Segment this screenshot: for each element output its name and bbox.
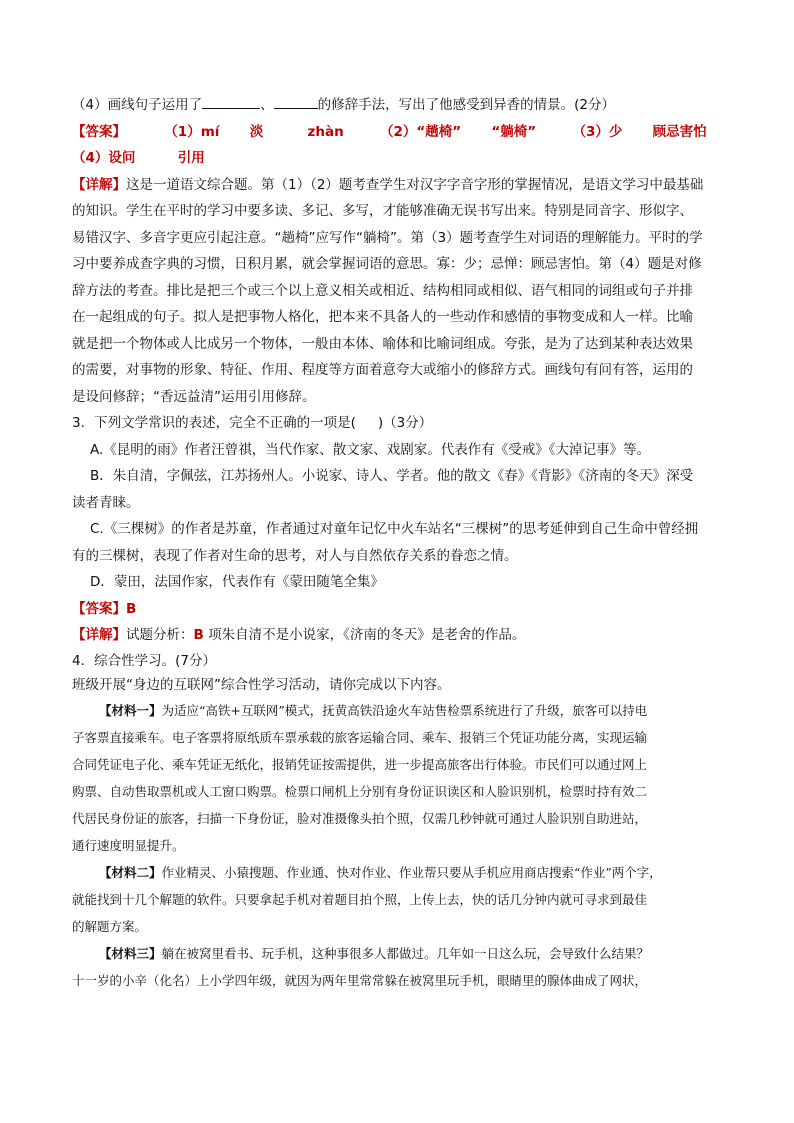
question-stem: 3．下列文学常识的表述，完全不正确的一项是( <box>72 415 356 431</box>
material-line: 十一岁的小辛（化名）上小学四年级，就因为两年里常常躲在被窝里玩手机，眼睛里的腺体曲成了网状， <box>72 972 648 988</box>
material-line: 合同凭证电子化、乘车凭证无纸化，报销凭证按需提供，进一步提高旅客出行体验。市民们可以通过网上 <box>72 756 648 772</box>
separator: 、 <box>260 97 274 113</box>
answer-label: 【答案】 <box>72 123 126 140</box>
material-line: 子客票直接乘车。电子客票将原纸质车票承载的旅客运输合同、乘车、报销三个凭证功能分离，实现运输 <box>72 729 648 745</box>
material-line: 就能找到十几个解题的软件。只要拿起手机对着题目拍个照，上传上去，快的话几分钟内就可寻求到最佳 <box>72 891 648 907</box>
answer-block-1 <box>72 119 726 146</box>
question-stem-tail: )（3分） <box>377 415 433 431</box>
answer-item: 引用 <box>177 150 205 166</box>
answer-item: 淡 <box>249 123 264 140</box>
material-line: 为适应“高铁+互联网”模式，抚黄高铁沿途火车站售检票系统进行了升级，旅客可以持电 <box>161 702 648 718</box>
answer-item: （1）mí <box>164 123 220 140</box>
material-label: 【材料三】 <box>99 945 162 961</box>
detail-line: 易错汉字、多音字更应引起注意。“趟椅”应写作“躺椅”。第（3）题考查学生对词语的理解能力。平时的学 <box>72 229 703 246</box>
document-page <box>72 92 726 994</box>
option-b-cont: 读者青睐。 <box>72 494 140 511</box>
detail-line: 的知识。学生在平时的学习中要多读、多记、多写，才能够准确无误书写出来。特别是同音字、形似字、 <box>72 203 693 219</box>
detail-line: 辞方法的考查。排比是把三个或三个以上意义相关或相近、结构相同或相似、语气相同的词组或句子并排 <box>72 282 693 299</box>
detail-label: 【详解】 <box>72 176 126 193</box>
material-line: 作业精灵、小猿搜题、作业通、快对作业、作业帮只要从手机应用商店搜索“作业”两个字， <box>161 864 662 880</box>
question-2-part-4 <box>72 92 726 119</box>
option-a: A.《昆明的雨》作者汪曾祺，当代作家、散文家、戏剧家。代表作有《受戒》《大淖记事》等。 <box>90 441 651 458</box>
material-line: 购票、自动售取票机或人工窗口购票。检票口闸机上分别有身份证识读区和人脸识别机，检票时持有效二 <box>72 783 648 799</box>
question-4-intro: 班级开展“身边的互联网”综合性学习活动，请你完成以下内容。 <box>72 676 451 693</box>
material-line: 的解题方案。 <box>72 918 148 934</box>
material-line: 通行速度明显提升。 <box>72 837 185 853</box>
detail-block-2 <box>72 622 726 649</box>
answer-block-2 <box>72 596 726 623</box>
detail-text: 试题分析： <box>126 627 194 643</box>
question-tail: 的修辞手法，写出了他感受到异香的情景。(2分） <box>317 97 615 113</box>
detail-line: 是设问修辞；“香远益清”运用引用修辞。 <box>72 388 316 405</box>
answer-blank-1 <box>202 94 260 109</box>
detail-line: 这是一道语文综合题。第（1）（2）题考查学生对汉字字音字形的掌握情况，是语文学习中最基础 <box>126 176 704 193</box>
detail-block-1 <box>72 172 726 411</box>
answer-item: zhàn <box>307 123 344 140</box>
material-line: 代居民身份证的旅客，扫描一下身份证，脸对准摄像头拍个照，仅需几秒钟就可通过人脸识别自助进站， <box>72 810 648 826</box>
detail-line: 习中要养成查字典的习惯，日积月累，就会掌握词语的意思。寡：少；忌惮：顾忌害怕。第（4）题是对修 <box>72 256 702 272</box>
question-text: （4）画线句子运用了 <box>72 97 203 113</box>
material-line: 躺在被窝里看书、玩手机，这种事很多人都做过。几年如一日这么玩，会导致什么结果？ <box>161 945 650 961</box>
detail-line: 的需要，对事物的形象、特征、作用、程度等方面着意夸大或缩小的修辞方式。画线句有问有答，运用的 <box>72 362 693 378</box>
material-label: 【材料二】 <box>99 864 162 880</box>
option-b: B．朱自清，字佩弦，江苏扬州人。小说家、诗人、学者。他的散文《春》《背影》《济南的冬天》深受 <box>90 468 694 484</box>
detail-line: 在一起组成的句子。拟人是把事物人格化，把本来不具备人的一些动作和感情的事物变成和人一样。比喻 <box>72 309 693 325</box>
detail-line: 就是把一个物体或人比成另一个物体，一般由本体、喻体和比喻词组成。夸张，是为了达到某种表达效果 <box>72 335 693 352</box>
material-label: 【材料一】 <box>99 702 162 718</box>
material-2 <box>72 859 726 940</box>
detail-highlight: B <box>193 627 204 643</box>
answer-item: 顾忌害怕 <box>652 123 707 140</box>
option-c: C.《三棵树》的作者是苏童，作者通过对童年记忆中火车站名“三棵树”的思考延伸到自己生命中曾经拥 <box>90 521 699 537</box>
answer-item: （3）少 <box>572 123 623 140</box>
question-4: 4．综合性学习。(7分） <box>72 652 216 669</box>
option-c-cont: 有的三棵树，表现了作者对生命的思考，对人与自然依存关系的眷恋之情。 <box>72 547 518 564</box>
answer-blank-2 <box>274 94 318 109</box>
materials <box>72 697 726 994</box>
answer-value: B <box>126 600 137 617</box>
answer-item: “躺椅” <box>491 123 537 140</box>
detail-label: 【详解】 <box>72 627 126 643</box>
answer-item: （4）设问 <box>72 150 136 166</box>
detail-text-tail: 项朱自清不是小说家，《济南的冬天》是老舍的作品。 <box>203 627 526 643</box>
answer-block-1-cont <box>72 145 726 172</box>
answer-item: （2）“趟椅” <box>379 123 462 140</box>
answer-label: 【答案】 <box>72 600 126 617</box>
material-1 <box>72 697 726 859</box>
question-3 <box>72 410 726 437</box>
option-d: D．蒙田，法国作家，代表作有《蒙田随笔全集》 <box>90 574 384 590</box>
material-3 <box>72 940 726 994</box>
